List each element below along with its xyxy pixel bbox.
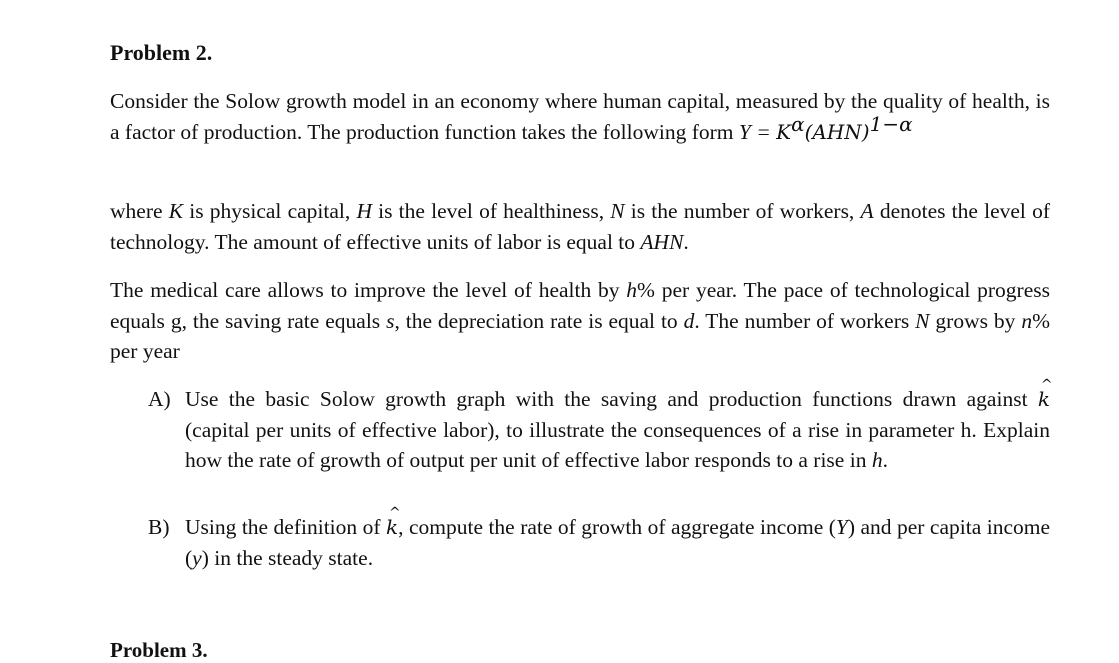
text-segment: denotes the level of technology. The amount of effective units of labor is equal to: [110, 199, 1050, 254]
text-segment: .: [683, 229, 689, 254]
next-problem-heading: Problem 3.: [110, 638, 208, 662]
problem-title: Problem 2.: [110, 40, 213, 65]
paragraph-variable-definitions: [110, 196, 1050, 257]
text-segment: . The number of workers: [694, 308, 916, 333]
var-n-small: n: [1021, 308, 1033, 333]
formula-base-ahn: (AHN): [804, 119, 870, 144]
text-segment: , compute the rate of growth of aggregate income (: [398, 515, 836, 539]
paragraph-production-function: [110, 86, 1050, 147]
var-s: s: [386, 308, 395, 333]
k-hat-symbol: ^ k: [1038, 384, 1050, 415]
text-segment: is the number of workers,: [624, 199, 861, 223]
k-hat-symbol: ^ k: [386, 512, 398, 543]
var-ahn: AHN: [640, 229, 684, 254]
text-segment: where: [110, 199, 169, 223]
next-problem-heading-cut: [110, 638, 240, 662]
text-segment: % per year. The pace of technological progress equals g, the saving rate equals: [110, 278, 1050, 333]
var-h-small: h: [626, 278, 638, 302]
text-segment: grows by: [929, 308, 1022, 333]
formula-lhs: Y =: [738, 119, 771, 144]
formula-base-k: K: [776, 119, 792, 144]
var-y-per-capita: y: [192, 545, 202, 570]
text-segment: is the level of healthiness,: [371, 199, 611, 223]
text-segment: The medical care allows to improve the level of health by: [110, 278, 627, 302]
text-segment: is physical capital,: [183, 199, 357, 223]
var-d: d: [683, 308, 695, 333]
text-segment: ) in the steady state.: [201, 545, 374, 570]
question-b: [148, 512, 1050, 573]
text-segment: Use the basic Solow growth graph with the saving and production functions drawn against: [185, 387, 1038, 411]
var-a: A: [860, 199, 874, 223]
text-segment: , the depreciation rate is equal to: [394, 308, 684, 333]
var-h-small: h: [871, 448, 883, 472]
text-segment: ) and per capita income (: [185, 515, 1051, 570]
var-n: N: [610, 199, 625, 223]
text-segment: % per year: [110, 308, 1050, 363]
var-n-workers: N: [915, 308, 930, 333]
var-h: H: [356, 199, 372, 223]
text-segment: (capital per units of effective labor), to illustrate the consequences of a rise in parameter h. Explain how the rate of growth of output per unit of effective labor responds to a rise in: [185, 417, 1050, 472]
var-k: K: [168, 199, 184, 223]
text-segment: .: [882, 448, 888, 472]
var-y-aggregate: Y: [835, 515, 848, 539]
formula-exp-one-minus-alpha: 1−α: [869, 111, 913, 136]
question-b-label: B): [148, 515, 170, 539]
paragraph-growth-rates: [110, 275, 1050, 367]
para1-text: Consider the Solow growth model in an economy where human capital, measured by the quality of health, is a factor of production. The production function takes the following form: [110, 89, 1050, 144]
formula-exp-alpha: α: [791, 111, 805, 136]
question-a: [148, 384, 1050, 476]
question-a-label: A): [148, 387, 171, 411]
text-segment: Using the definition of: [185, 515, 386, 539]
